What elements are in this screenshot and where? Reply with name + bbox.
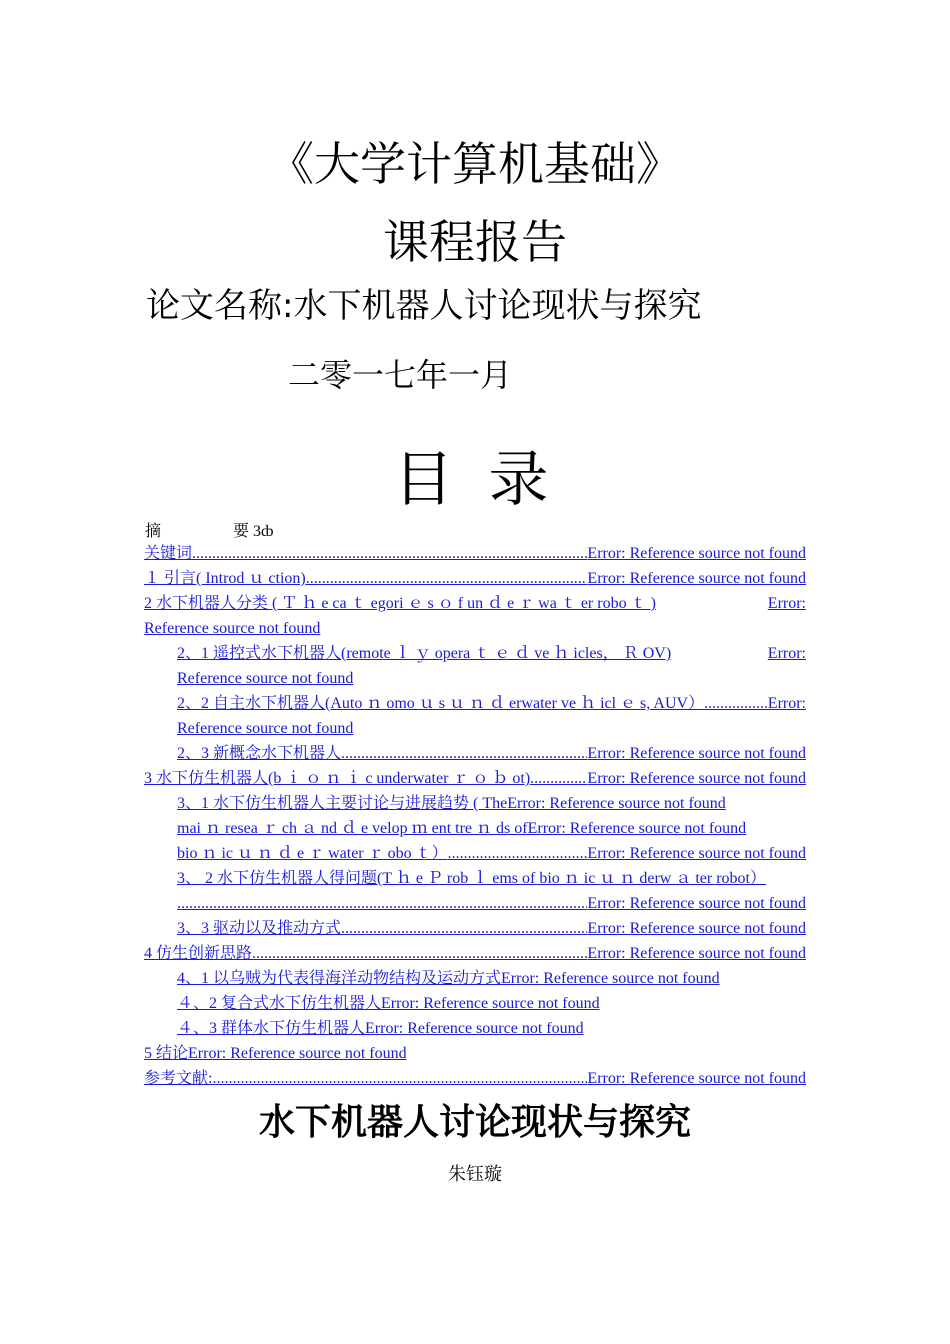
toc-link-bionic-problems[interactable]: 3、 2 水下仿生机器人得问题(T ｈ e Ｐ rob ｌ ems of bio ｎ ic ｕ ｎ derw ａ ter robot） xyxy=(177,870,766,887)
toc-link-composite[interactable]: ４、2 复合式水下仿生机器人 Error: Reference source not found xyxy=(177,995,600,1012)
toc-link-rov[interactable]: 2、1 遥控式水下机器人(remote ｌ ｙ opera ｔ ｅ ｄ ve ｈ icles， Ｒ OV) Error: xyxy=(177,645,806,662)
toc-link-bionic-research-cont2[interactable]: bio ｎ ic ｕ ｎ ｄ e ｒ water ｒ obo ｔ） ..... Error: Reference source not found xyxy=(177,842,806,866)
cover-title-line1: 《大学计算机基础》 xyxy=(268,137,682,191)
toc-link-introduction[interactable]: １ 引言( Introd ｕ ction) ..... Error: Reference source not found xyxy=(144,567,806,591)
toc-link-bionic-research[interactable]: 3、1 水下仿生机器人主要讨论与进展趋势 ( The Error: Reference source not found xyxy=(177,795,726,812)
toc-link-auv-cont[interactable]: Reference source not found xyxy=(177,720,354,737)
toc-link-bionic[interactable]: 3 水下仿生机器人(b ｉ ｏ ｎ ｉ c underwater ｒ ｏ ｂ ot) ..... Error: Reference source not found xyxy=(144,767,806,791)
cover-title-line2: 课程报告 xyxy=(383,215,567,269)
toc-link-references[interactable]: 参考文献: ..... Error: Reference source not found xyxy=(144,1067,806,1091)
toc-link-classification[interactable]: 2 水下机器人分类 ( Ｔ ｈ e ca ｔ egori ｅ s ｏ f un ｄ e ｒ wa ｔ er robo ｔ ) Error: xyxy=(144,595,806,612)
toc-link-propulsion[interactable]: 3、3 驱动以及推动方式 ..... Error: Reference source not found xyxy=(177,917,806,941)
toc-link-rov-cont[interactable]: Reference source not found xyxy=(177,670,354,687)
report-date: 二零一七年一月 xyxy=(288,356,513,394)
section-title: 水下机器人讨论现状与探究 xyxy=(258,1102,691,1143)
toc-link-keywords[interactable]: 关键词 ..... Error: Reference source not found xyxy=(144,542,806,566)
author-name: 朱钰璇 xyxy=(448,1164,502,1184)
toc-link-innovation[interactable]: 4 仿生创新思路 ..... Error: Reference source not found xyxy=(144,942,806,966)
abstract-label-b: 要 3 xyxy=(233,523,262,540)
toc-link-new-concept[interactable]: 2、3 新概念水下机器人 ..... Error: Reference source not found xyxy=(177,742,806,766)
toc-abstract-line: 摘 要 3ȸ xyxy=(145,523,274,540)
toc-link-bionic-problems-cont[interactable]: ..... Error: Reference source not found xyxy=(177,892,806,916)
toc-link-auv[interactable]: 2、2 自主水下机器人(Auto ｎ omo ｕ s ｕ ｎ ｄ erwater ve ｈ icl ｅ s, AUV） ..... Error: xyxy=(177,692,806,716)
toc-link-conclusion[interactable]: 5 结论 Error: Reference source not found xyxy=(144,1045,407,1062)
toc-link-swarm[interactable]: ４、3 群体水下仿生机器人 Error: Reference source not found xyxy=(177,1020,584,1037)
paper-title: 论文名称:水下机器人讨论现状与探究 xyxy=(146,286,702,326)
toc-link-bionic-research-cont1[interactable]: mai ｎ resea ｒ ch ａ nd ｄ e velop ｍ ent tre ｎ ds of Error: Reference source not found xyxy=(177,820,747,837)
toc-heading: 目 录 xyxy=(393,445,557,515)
abstract-label-a: 摘 xyxy=(145,523,162,540)
toc-link-squid[interactable]: 4、1 以乌贼为代表得海洋动物结构及运动方式 Error: Reference source not found xyxy=(177,970,720,987)
toc-link-classification-cont[interactable]: Reference source not found xyxy=(144,620,321,637)
